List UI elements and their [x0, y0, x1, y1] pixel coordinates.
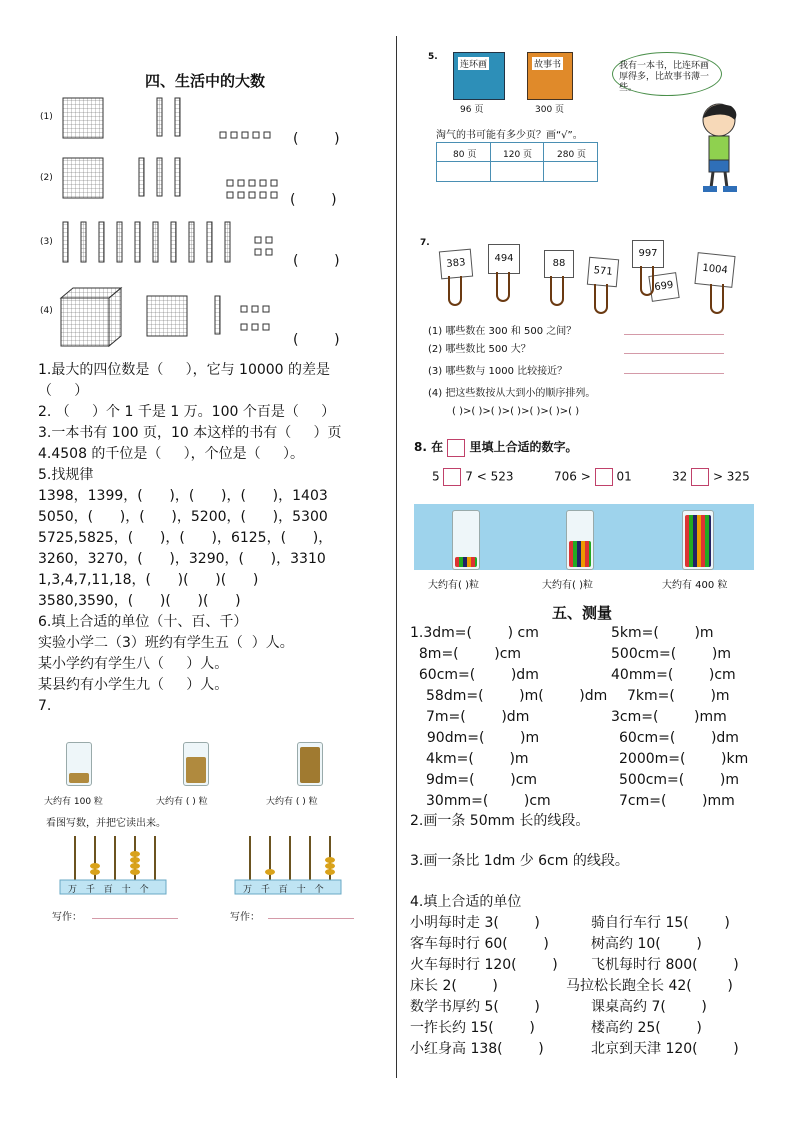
abacus-2-labels: [243, 882, 324, 895]
measure-row-8-left: 9dm=( )cm: [426, 772, 538, 788]
measure-row-6-left: 90dm=( )m: [418, 730, 540, 746]
q7-order-row[interactable]: ( )>( )>( )>( )>( )>( )>( ): [452, 406, 580, 417]
measure-q2: 2.画一条 50mm 长的线段。: [410, 813, 590, 829]
unit-row-3-right: 飞机每时行 800( ): [591, 957, 739, 973]
candy-label-3: 大约有 400 粒: [662, 580, 728, 591]
question-1: 1.最大的四位数是（ ），它与 10000 的差是: [38, 362, 331, 378]
option-280: 280 页: [557, 150, 587, 160]
q8-item-1-a: 5: [432, 469, 440, 484]
write-label-1: 写作：: [52, 912, 82, 923]
section-title-measurement: 五、测量: [552, 604, 613, 622]
q8-item-1-b: 7 < 523: [465, 469, 514, 484]
check-cell-80[interactable]: [438, 163, 489, 179]
question-2: 2. （ ）个 1 千是 1 万。100 个百是（ ）: [38, 404, 336, 420]
measure-q3: 3.画一条比 1dm 少 6cm 的线段。: [410, 853, 629, 869]
candy-label-2: 大约有( )粒: [542, 580, 593, 591]
measure-row-7-left: 4km=( )m: [426, 751, 529, 767]
section-title-big-numbers: 四、生活中的大数: [145, 72, 266, 90]
block-answer-4[interactable]: ( ): [293, 332, 340, 348]
unit-row-4-left: 床长 2( ): [410, 978, 498, 994]
number-card-88: 88: [544, 250, 574, 278]
q8-item-3-box[interactable]: [691, 468, 709, 486]
measure-row-9-right: 7cm=( )mm: [619, 793, 735, 809]
question-3: 3.一本书有 100 页，10 本这样的书有（ ）页: [38, 425, 342, 441]
number-card-1004: 1004: [694, 252, 735, 288]
block-answer-3[interactable]: ( ): [293, 253, 340, 269]
measure-row-5-left: 7m=( )dm: [426, 709, 530, 725]
pattern-line-1: 1398，1399，( )，( )，( )，1403: [38, 488, 328, 504]
abacus-label-shi: 十: [296, 885, 306, 895]
pages-table: [436, 142, 598, 182]
unit-row-6-right: 楼高约 25( ): [591, 1020, 702, 1036]
abacus-label-wan: 万: [243, 885, 253, 895]
unit-row-5-left: 数学书厚约 5( ): [410, 999, 540, 1015]
candy-jar-2-candies: [569, 541, 591, 567]
q7-answer-line-1[interactable]: [624, 334, 724, 335]
measure-row-1-left: 1.3dm=( ) cm: [410, 625, 539, 641]
block-label-1: (1): [40, 112, 53, 122]
q8-suffix: 里填上合适的数字。: [469, 440, 578, 454]
abacus-label-bai: 百: [103, 885, 113, 895]
jar-label-2: 大约有 ( ) 粒: [156, 797, 208, 807]
q8-item-2: [554, 468, 632, 486]
number-card-997: 997: [632, 240, 664, 268]
unit-line-3: 某县约有小学生九（ ）人。: [38, 677, 229, 693]
unit-line-1: 实验小学二（3）班约有学生五（ ）人。: [38, 635, 294, 651]
option-120: 120 页: [503, 150, 533, 160]
q8-item-2-a: 706 >: [554, 469, 591, 484]
abacus-label-bai: 百: [278, 885, 288, 895]
write-label-2: 写作：: [230, 912, 260, 923]
q7-item-1: (1) 哪些数在 300 和 500 之间？: [428, 326, 577, 337]
number-card-571-legs: [594, 284, 608, 314]
book-story: [527, 52, 573, 100]
abacus-label-ge: 个: [314, 885, 324, 895]
block-answer-2[interactable]: ( ): [290, 192, 337, 208]
write-line-1[interactable]: [92, 918, 178, 919]
unit-row-1-left: 小明每时走 3( ): [410, 915, 540, 931]
jar-label-3: 大约有 ( ) 粒: [266, 797, 318, 807]
measure-row-2-left: 8m=( )cm: [410, 646, 522, 662]
number-card-494-legs: [496, 272, 510, 302]
block-label-2: (2): [40, 173, 53, 183]
q8-item-3: [672, 468, 750, 486]
measure-row-2-right: 500cm=( )m: [611, 646, 731, 662]
pattern-line-4: 3260，3270，( )，3290，( )，3310: [38, 551, 326, 567]
measure-row-4-right: 7km=( )m: [627, 688, 730, 704]
q8-item-3-a: 32: [672, 469, 688, 484]
measure-q4: 4.填上合适的单位: [410, 894, 522, 910]
boy-illustration: [695, 100, 747, 196]
q8-box-sample: [447, 439, 465, 457]
block-answer-1[interactable]: ( ): [293, 131, 340, 147]
unit-row-2-right: 树高约 10( ): [591, 936, 702, 952]
option-80: 80 页: [453, 150, 477, 160]
measure-row-7-right: 2000m=( )km: [619, 751, 749, 767]
q7-item-4: (4) 把这些数按从大到小的顺序排列。: [428, 388, 596, 399]
abacus-label-wan: 万: [68, 885, 78, 895]
book-comic-title: 连环画: [458, 57, 489, 70]
q8-item-2-b: 01: [616, 469, 632, 484]
pattern-line-2: 5050，( )，( )，5200，( )，5300: [38, 509, 328, 525]
r-q5-question: 淘气的书可能有多少页？画“√”。: [436, 130, 583, 141]
unit-row-4-right: 马拉松长跑全长 42( ): [566, 978, 733, 994]
abacus-label-qian: 千: [85, 885, 95, 895]
abacus-instruction: 看图写数，并把它读出来。: [46, 818, 166, 829]
jar-2: [183, 742, 209, 786]
question-1-continued: （ ）: [38, 383, 89, 399]
book-comic: [453, 52, 505, 100]
measure-row-3-left: 60cm=( )dm: [410, 667, 539, 683]
measure-row-6-right: 60cm=( )dm: [619, 730, 739, 746]
measure-row-8-right: 500cm=( )m: [619, 772, 739, 788]
unit-row-5-right: 课桌高约 7( ): [591, 999, 707, 1015]
question-5: 5.找规律: [38, 467, 94, 483]
candy-jar-2: [566, 510, 594, 570]
block-label-3: (3): [40, 237, 53, 247]
q8-item-1: [432, 468, 514, 486]
r-question-8: [414, 438, 577, 457]
q7-answer-line-2[interactable]: [624, 353, 724, 354]
question-4: 4.4508 的千位是（ ），个位是（ ）。: [38, 446, 304, 462]
check-cell-280[interactable]: [544, 163, 596, 179]
unit-row-7-left: 小红身高 138( ): [410, 1041, 544, 1057]
measure-row-3-right: 40mm=( )cm: [611, 667, 736, 683]
q8-item-3-b: > 325: [712, 469, 750, 484]
speech-bubble: 我有一本书，比连环画厚得多，比故事书薄一些。: [612, 52, 722, 96]
jar-3: [297, 742, 323, 786]
measure-row-4-left: 58dm=( )m( )dm: [426, 688, 608, 704]
pattern-line-6: 3580,3590，( )( )( ): [38, 593, 241, 609]
number-card-699: 699: [648, 272, 679, 302]
measure-row-5-right: 3cm=( )mm: [611, 709, 727, 725]
number-card-1004-legs: [710, 284, 724, 314]
candy-jar-1-candies: [455, 557, 477, 567]
unit-row-6-left: 一拃长约 15( ): [410, 1020, 535, 1036]
unit-row-2-left: 客车每时行 60( ): [410, 936, 549, 952]
abacus-1-labels: [68, 882, 149, 895]
unit-line-2: 某小学约有学生八（ ）人。: [38, 656, 229, 672]
r-question-7: 7.: [420, 238, 430, 248]
jar-1-beans: [69, 773, 89, 783]
unit-row-1-right: 骑自行车行 15( ): [591, 915, 730, 931]
pages-table-row-sep: [437, 161, 597, 162]
jar-1: [66, 742, 92, 786]
block-label-4: (4): [40, 306, 53, 316]
pattern-line-5: 1,3,4,7,11,18，( )( )( ): [38, 572, 259, 588]
unit-row-7-right: 北京到天津 120( ): [591, 1041, 739, 1057]
pattern-line-3: 5725,5825，( )，( )，6125，( )，: [38, 530, 333, 546]
jar-3-beans: [300, 747, 320, 783]
abacus-label-qian: 千: [260, 885, 270, 895]
q7-item-3: (3) 哪些数与 1000 比较接近？: [428, 366, 568, 377]
candy-jar-3-candies: [685, 515, 711, 567]
question-6: 6.填上合适的单位（十、百、千）: [38, 614, 248, 630]
number-card-571: 571: [587, 257, 619, 288]
abacus-label-shi: 十: [121, 885, 131, 895]
book-story-pages: 300 页: [535, 105, 565, 115]
q7-item-2: (2) 哪些数比 500 大？: [428, 344, 531, 355]
number-card-383: 383: [439, 249, 473, 280]
unit-row-3-left: 火车每时行 120( ): [410, 957, 558, 973]
number-card-383-legs: [448, 276, 462, 306]
q8-item-2-box[interactable]: [595, 468, 613, 486]
q8-item-1-box[interactable]: [443, 468, 461, 486]
number-card-88-legs: [550, 276, 564, 306]
measure-row-9-left: 30mm=( )cm: [426, 793, 551, 809]
candy-jar-1: [452, 510, 480, 570]
abacus-label-ge: 个: [139, 885, 149, 895]
measure-row-1-right: 5km=( )m: [611, 625, 714, 641]
candy-label-1: 大约有( )粒: [428, 580, 479, 591]
jar-label-1: 大约有 100 粒: [44, 797, 103, 807]
r-question-5: 5.: [428, 52, 438, 62]
check-cell-120[interactable]: [491, 163, 542, 179]
candy-jars-panel: [414, 504, 754, 570]
number-card-494: 494: [488, 244, 520, 274]
column-divider: [396, 36, 397, 1078]
question-7: 7.: [38, 698, 52, 714]
write-line-2[interactable]: [268, 918, 354, 919]
book-comic-pages: 96 页: [460, 105, 484, 115]
jar-2-beans: [186, 757, 206, 783]
q7-answer-line-3[interactable]: [624, 373, 724, 374]
candy-jar-3: [682, 510, 714, 570]
q8-prefix: 8. 在: [414, 440, 444, 454]
number-card-997-legs: [640, 266, 654, 296]
book-story-title: 故事书: [532, 57, 563, 70]
